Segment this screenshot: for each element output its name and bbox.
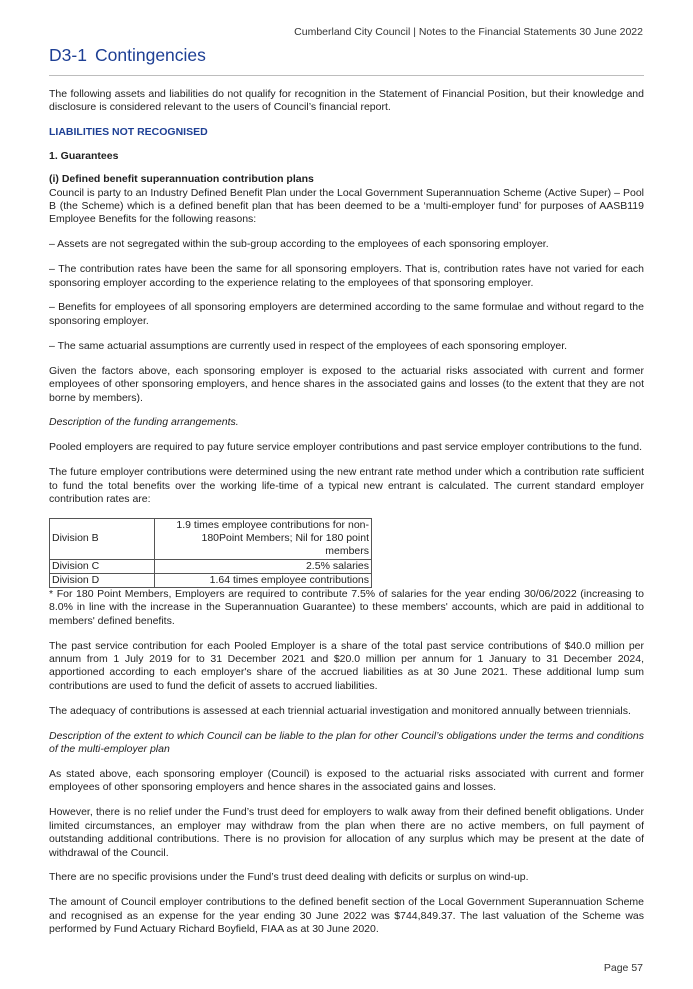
reason-item: – Assets are not segregated within the sub-group according to the employees of each sponsoring employer. [49,238,549,251]
table-row [50,559,372,573]
however-paragraph: However, there is no relief under the Fund’s trust deed for employers to walk away from their defined benefit obligations. Under limited circumstances, an employer may withdraw from the plan when there are no active members, on full payment of outstanding additional contributions. There is no provision for allocation of any surplus which may be present at the date of withdrawal of the Council. [49,806,644,859]
pooled-paragraph: Pooled employers are required to pay future service employer contributions and past service employer contributions to the fund. [49,441,642,454]
table-row [50,518,372,559]
stated-paragraph: As stated above, each sponsoring employer (Council) is exposed to the actuarial risks associated with current and former employees of other sponsoring employers and hence shares in the associated gains and losses. [49,768,644,794]
division-cell: Division C [50,559,155,573]
page-title [49,45,206,66]
reason-item: – The same actuarial assumptions are currently used in respect of the employees of each sponsoring employer. [49,339,568,352]
contribution-rates-table [49,518,372,588]
division-cell: Division B [50,518,155,559]
rate-cell: 2.5% salaries [155,559,372,573]
future-paragraph: The future employer contributions were determined using the new entrant rate method under which a contribution rate sufficient to fund the total benefits over the working life-time of a typical new entrant is calculated. The current standard employer contribution rates are: [49,466,644,506]
division-cell: Division D [50,573,155,587]
page-number: Page 57 [603,962,643,974]
note-body [49,88,644,948]
given-paragraph: Given the factors above, each sponsoring employer is exposed to the actuarial risks associated with current and former employees of other sponsoring employers, and hence shares in the associated gains and losses (to the extent that they are not borne by members). [49,364,644,404]
extent-heading: Description of the extent to which Council can be liable to the plan for other Council’s obligations under the terms and conditions of the multi-employer plan [49,729,644,756]
note-title: Contingencies [95,45,206,65]
rate-cell: 1.64 times employee contributions [155,573,372,587]
title-divider [49,75,644,76]
no-specific-paragraph: There are no specific provisions under the Fund’s trust deed dealing with deficits or surplus on wind-up. [49,871,529,884]
reason-item: – Benefits for employees of all sponsoring employers are determined according to the same formulae and without regard to the sponsoring employer. [49,301,644,327]
plan-paragraph: Council is party to an Industry Defined Benefit Plan under the Local Government Superannuation Scheme (Active Super) – Pool B (the Scheme) which is a defined benefit plan that has been deemed to be a ‘multi-employer fund’ for purposes of AASB119 Employee Benefits for the following reasons: [49,186,644,226]
table-footnote: * For 180 Point Members, Employers are required to contribute 7.5% of salaries for the year ending 30/06/2022 (increasing to 8.0% in line with the increase in the Superannuation Guarantee) to these members' accounts, which are paid in additional to members' defined benefits. [49,587,644,627]
plan-heading: (i) Defined benefit superannuation contribution plans [49,173,314,186]
adequacy-paragraph: The adequacy of contributions is assessed at each triennial actuarial investigation and monitored annually between triennials. [49,704,631,717]
table-row [50,573,372,587]
funding-heading: Description of the funding arrangements. [49,416,239,429]
rate-cell: 1.9 times employee contributions for non-180Point Members; Nil for 180 point members [155,518,372,559]
past-service-paragraph: The past service contribution for each Pooled Employer is a share of the total past service contributions of $40.0 million per annum from 1 July 2019 for to 31 December 2021 and $20.0 million per annum for 1 January to 31 December 2024, apportioned according to each employer's share of the accrued liabilities as at 30 June 2021. These additional lump sum contributions are used to fund the deficit of assets to accrued liabilities. [49,639,644,692]
amount-paragraph: The amount of Council employer contributions to the defined benefit section of the Local Government Superannuation Scheme and recognised as an expense for the year ending 30 June 2022 was $744,849.37. The last valuation of the Scheme was performed by Fund Actuary Richard Boyfield, FIAA as at 30 June 2020. [49,896,644,936]
running-header: Cumberland City Council | Notes to the Financial Statements 30 June 2022 [294,26,643,38]
reason-item: – The contribution rates have been the same for all sponsoring employers. That is, contribution rates have not varied for each sponsoring employer according to the experience relating to the employees of that sponsoring employer. [49,263,644,289]
section-heading: LIABILITIES NOT RECOGNISED [49,126,208,139]
note-number: D3-1 [49,45,87,65]
guarantees-heading: 1. Guarantees [49,149,119,162]
intro-paragraph: The following assets and liabilities do not qualify for recognition in the Statement of Financial Position, but their knowledge and disclosure is considered relevant to the users of Council’s financial report. [49,88,644,114]
